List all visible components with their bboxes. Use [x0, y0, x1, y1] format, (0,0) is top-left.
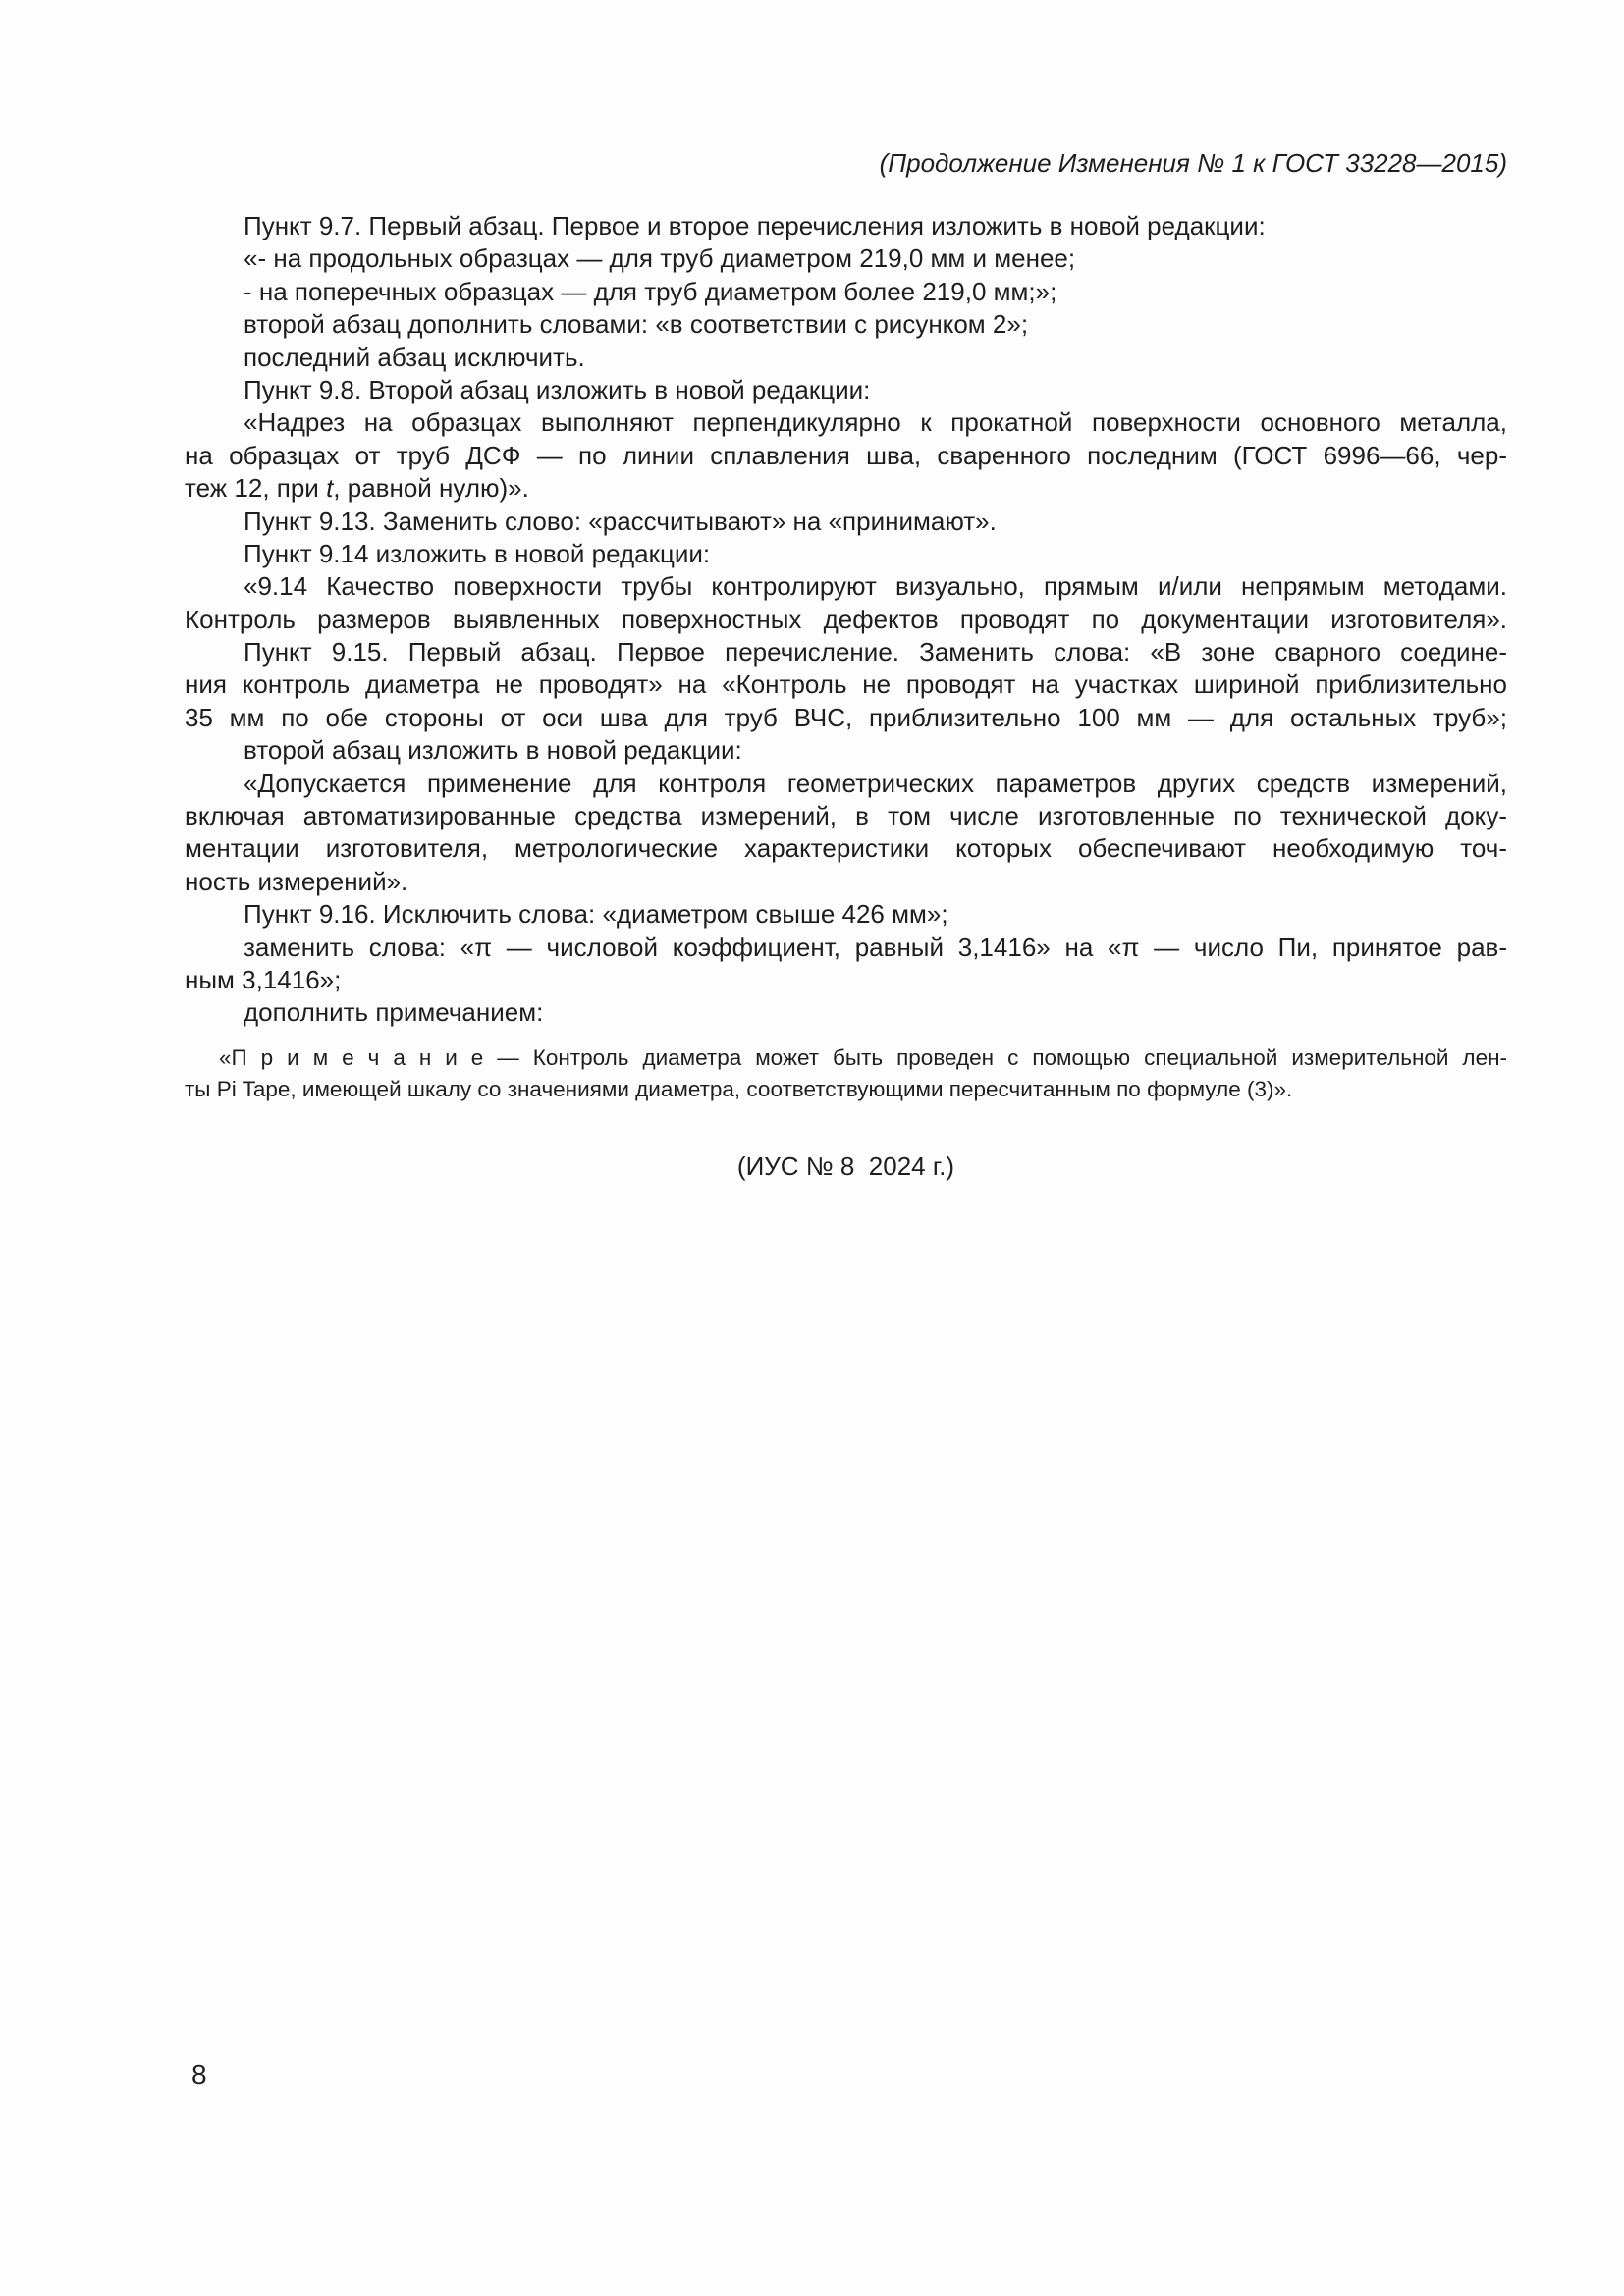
text-line: «9.14 Качество поверхности трубы контролируют визуально, прямым и/или непрямым методами. [244, 571, 1507, 602]
text-line: второй абзац дополнить словами: «в соответствии с рисунком 2»; [244, 309, 1029, 340]
text-block [185, 147, 1507, 1183]
paragraph [185, 342, 1507, 374]
paragraph [185, 898, 1507, 931]
text-line: ментации изготовителя, метрологические характеристики которых обеспечивают необходимую точ- [185, 833, 1507, 864]
text-line: «П р и м е ч а н и е — Контроль диаметра может быть проведен с помощью специальной измерительной лен- [219, 1044, 1507, 1070]
paragraph [185, 506, 1507, 538]
text-line: ным 3,1416»; [185, 964, 342, 994]
paragraph [185, 538, 1507, 570]
text-line: Пункт 9.14 изложить в новой редакции: [244, 538, 711, 568]
text-line: последний абзац исключить. [244, 342, 585, 372]
paragraph [185, 406, 1507, 505]
text-line: теж 12, при t, равной нулю)». [185, 473, 529, 504]
running-header: (Продолжение Изменения № 1 к ГОСТ 33228—2015) [879, 148, 1507, 178]
document-body [185, 210, 1507, 1105]
paragraph [185, 242, 1507, 275]
paragraph [185, 276, 1507, 308]
paragraph [185, 932, 1507, 997]
text-line: Пункт 9.7. Первый абзац. Первое и второе перечисления изложить в новой редакции: [244, 211, 1266, 240]
text-line: ность измерений». [185, 866, 408, 896]
text-line: включая автоматизированные средства измерений, в том числе изготовленные по технической доку- [185, 801, 1507, 831]
note-paragraph [185, 1042, 1507, 1105]
paragraph [185, 308, 1507, 341]
text-line: «Надрез на образцах выполняют перпендикулярно к прокатной поверхности основного металла, [244, 407, 1507, 438]
text-line: Пункт 9.15. Первый абзац. Первое перечисление. Заменить слова: «В зоне сварного соедине- [244, 637, 1507, 667]
text-line: на образцах от труб ДСФ — по линии сплавления шва, сваренного последним (ГОСТ 6996—66, чер- [185, 440, 1507, 470]
paragraph [185, 374, 1507, 406]
text-line: ты Pi Tape, имеющей шкалу со значениями диаметра, соответствующими пересчитанным по формуле (3)». [185, 1076, 1293, 1101]
paragraph [185, 996, 1507, 1029]
text-line: Пункт 9.8. Второй абзац изложить в новой редакции: [244, 374, 871, 404]
text-line: второй абзац изложить в новой редакции: [244, 735, 742, 766]
text-line: «- на продольных образцах — для труб диаметром 219,0 мм и менее; [244, 243, 1076, 274]
paragraph [185, 210, 1507, 242]
text-line: 35 мм по обе стороны от оси шва для труб ВЧС, приблизительно 100 мм — для остальных труб»; [185, 702, 1507, 732]
text-line: Пункт 9.16. Исключить слова: «диаметром свыше 426 мм»; [244, 899, 948, 930]
text-line: дополнить примечанием: [244, 997, 544, 1028]
page-number: 8 [191, 2059, 207, 2090]
text-line: ния контроль диаметра не проводят» на «Контроль не проводят на участках шириной приблизительно [185, 669, 1507, 700]
text-line: «Допускается применение для контроля геометрических параметров других средств измерений, [244, 768, 1507, 798]
paragraph [185, 570, 1507, 636]
text-line: заменить слова: «π — числовой коэффициент, равный 3,1416» на «π — число Пи, принятое рав- [244, 932, 1507, 962]
paragraph [185, 768, 1507, 899]
text-line: Контроль размеров выявленных поверхностных дефектов проводят по документации изготовителя». [185, 604, 1507, 634]
text-line: Пункт 9.13. Заменить слово: «рассчитывают» на «принимают». [244, 506, 997, 536]
text-line: - на поперечных образцах — для труб диаметром более 219,0 мм;»; [244, 276, 1057, 306]
issue-reference: (ИУС № 8 2024 г.) [736, 1150, 955, 1181]
paragraph [185, 636, 1507, 734]
paragraph [185, 734, 1507, 767]
